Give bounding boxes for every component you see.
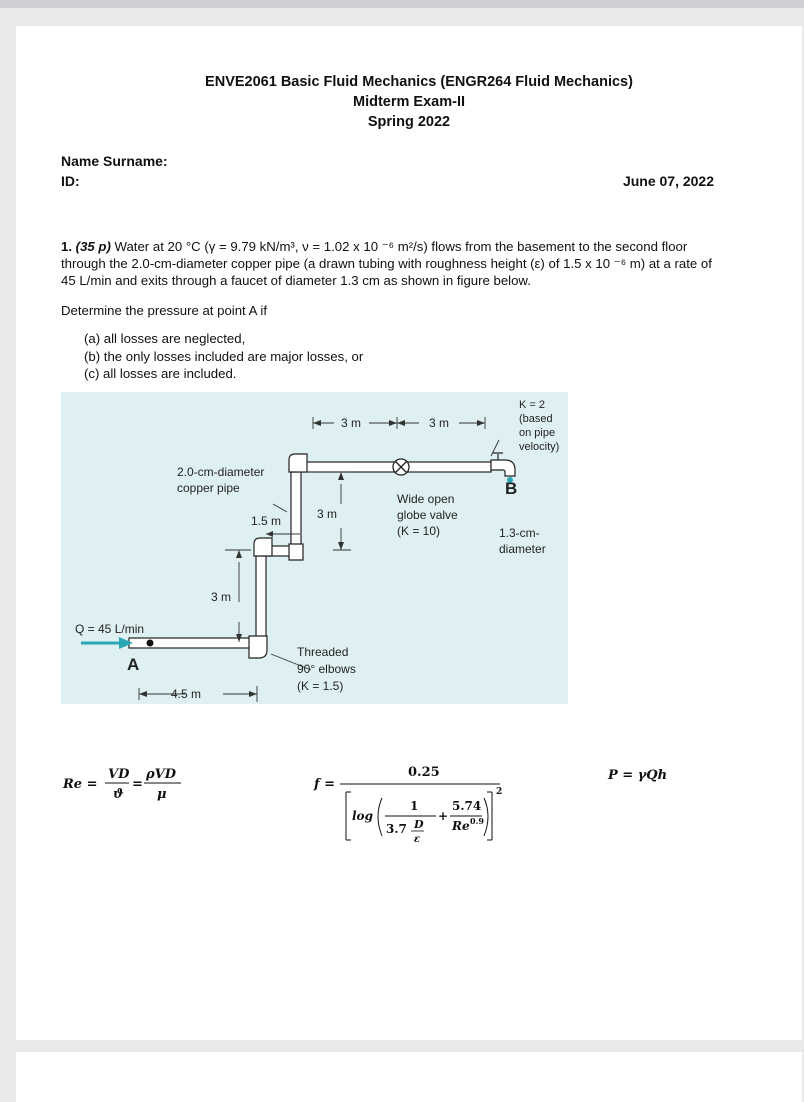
re-numerator-1: VD: [108, 767, 130, 782]
course-title: ENVE2061 Basic Fluid Mechanics (ENGR264 Fluid Mechanics): [205, 74, 633, 90]
dim-vertical-upper: 3 m: [317, 507, 338, 521]
power-formula: P = γQh: [608, 768, 668, 783]
re-denominator-2: μ: [157, 787, 167, 802]
problem-text-line3: 45 L/min and exits through a faucet of diameter 1.3 cm as shown in figure below.: [61, 273, 531, 288]
id-label: ID:: [61, 173, 80, 189]
f-log: log: [352, 809, 373, 823]
re-denominator-1: ϑ: [113, 787, 125, 802]
part-b: (b) the only losses included are major losses, or: [84, 348, 364, 364]
pipe-segment-top: [291, 462, 491, 472]
dim-top-left: 3 m: [340, 416, 362, 430]
next-page-edge: [16, 1052, 802, 1102]
k-label-3: on pipe: [519, 427, 556, 439]
f-re: Re: [452, 819, 470, 833]
friction-factor-formula: [312, 758, 532, 858]
reynolds-formula: [61, 758, 211, 818]
elbow-label-3: (K = 1.5): [297, 679, 344, 693]
pipe-segment-upper-vertical: [291, 462, 301, 556]
part-c: (c) all losses are included.: [84, 366, 237, 381]
pipe-system-figure: [61, 392, 568, 704]
elbow-label-1: Threaded: [297, 645, 349, 659]
faucet-label-2: diameter: [499, 542, 546, 556]
dim-4-5m: 4.5 m: [171, 687, 202, 701]
f-numerator: 0.25: [408, 765, 440, 780]
elbow-label-2: 90° elbows: [297, 662, 356, 676]
name-surname-label: Name Surname:: [61, 153, 168, 169]
valve-label-1: Wide open: [397, 492, 455, 506]
f-square: 2: [496, 787, 503, 797]
problem-statement: [61, 238, 761, 289]
exam-date: June 07, 2022: [622, 173, 714, 189]
k-label-2: (based: [519, 413, 553, 425]
f-re-exponent: 0.9: [470, 816, 484, 826]
elbow-3: [289, 544, 303, 560]
f-D: D: [414, 818, 424, 831]
window-top-strip: [0, 0, 804, 8]
elbow-1: [249, 636, 267, 658]
problem-number: 1.: [61, 239, 72, 254]
faucet-label-1: 1.3-cm-: [499, 526, 540, 540]
exam-title: Midterm Exam-II: [353, 94, 465, 110]
problem-points: (35 p): [75, 239, 111, 254]
point-b-label: B: [505, 479, 518, 498]
f-one: 1: [410, 799, 419, 813]
part-a: (a) all losses are neglected,: [84, 331, 246, 346]
flow-label: Q = 45 L/min: [75, 622, 145, 636]
f-574: 5.74: [452, 799, 482, 813]
dim-1-5m: 1.5 m: [251, 514, 282, 528]
f-plus: +: [438, 809, 449, 823]
semester: Spring 2022: [367, 114, 451, 130]
pipe-segment-lower-vertical: [256, 546, 266, 648]
dim-top-right: 3 m: [428, 416, 450, 430]
dim-vertical-lower: 3 m: [211, 590, 232, 604]
globe-valve-icon: [393, 459, 409, 475]
valve-label-3: (K = 10): [397, 524, 441, 538]
re-lhs: Re =: [63, 777, 98, 792]
f-lhs: f =: [314, 777, 336, 792]
elbow-4: [289, 454, 307, 472]
problem-text-line1: Water at 20 °C (γ = 9.79 kN/m³, ν = 1.02 x 10 ⁻⁶ m²/s) flows from the basement to the second floor: [114, 239, 688, 254]
f-eps: ε: [414, 834, 421, 845]
problem-parts: [84, 330, 363, 383]
k-label-4: velocity): [519, 441, 560, 453]
re-equals: =: [132, 777, 143, 792]
problem-text-line2: through the 2.0-cm-diameter copper pipe (a drawn tubing with roughness height (ε) of 1.5 x 10 ⁻⁶ m) at a rate of: [61, 256, 712, 271]
pipe-label-1: 2.0-cm-diameter: [177, 465, 265, 479]
point-a-label: A: [127, 655, 140, 674]
k-label-1: K = 2: [519, 399, 545, 411]
determine-text: Determine the pressure at point A if: [61, 303, 267, 318]
f-coef: 3.7: [386, 822, 407, 836]
point-a-dot: [147, 640, 154, 647]
pipe-label-2: copper pipe: [177, 481, 240, 495]
elbow-2: [254, 538, 272, 556]
valve-label-2: globe valve: [397, 508, 458, 522]
exam-page: [16, 26, 802, 1040]
re-numerator-2: ρVD: [146, 767, 177, 782]
exam-header: [16, 72, 802, 132]
